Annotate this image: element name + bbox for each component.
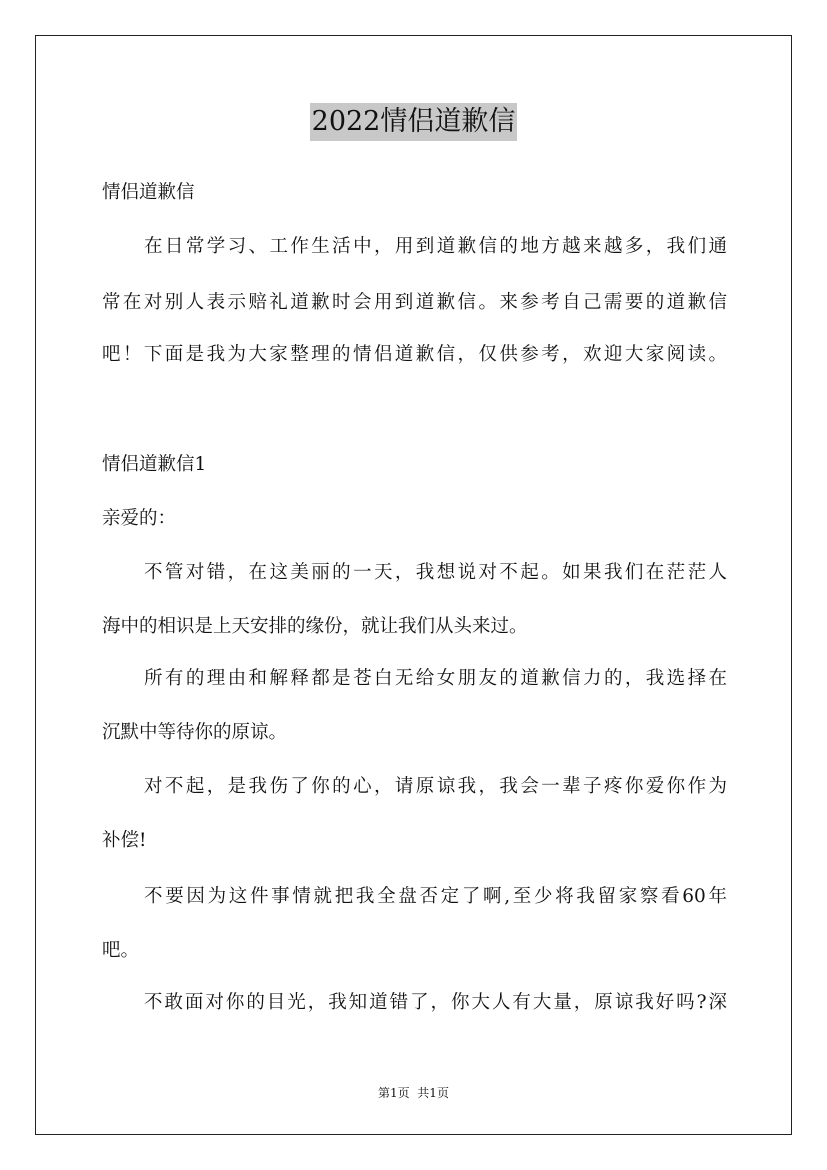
subtitle: 情侣道歉信	[102, 182, 195, 203]
title-container	[0, 103, 827, 141]
intro-line-2: 常在对别人表示赔礼道歉时会用到道歉信。来参考自己需要的道歉信	[102, 292, 727, 313]
body-line-8: 吧。	[102, 940, 140, 961]
body-line-5: 对不起，是我伤了你的心，请原谅我，我会一辈子疼你爱你作为	[144, 776, 727, 797]
intro-line-3: 吧！下面是我为大家整理的情侣道歉信，仅供参考，欢迎大家阅读。	[102, 344, 727, 365]
body-line-7: 不要因为这件事情就把我全盘否定了啊,至少将我留家察看60年	[144, 886, 727, 907]
body-line-4: 沉默中等待你的原谅。	[102, 722, 288, 743]
section-heading: 情侣道歉信1	[102, 454, 207, 475]
body-line-9: 不敢面对你的目光，我知道错了，你大人有大量，原谅我好吗?深	[144, 992, 727, 1013]
intro-line-1: 在日常学习、工作生活中，用到道歉信的地方越来越多，我们通	[144, 236, 727, 257]
document-title: 2022情侣道歉信	[310, 103, 518, 141]
body-line-3: 所有的理由和解释都是苍白无给女朋友的道歉信力的，我选择在	[144, 668, 727, 689]
body-line-6: 补偿!	[102, 830, 147, 851]
body-line-2: 海中的相识是上天安排的缘份，就让我们从头来过。	[102, 616, 528, 637]
body-line-1: 不管对错，在这美丽的一天，我想说对不起。如果我们在茫茫人	[144, 562, 727, 583]
salutation: 亲爱的：	[102, 508, 177, 529]
page-footer: 第1页 共1页	[378, 1086, 449, 1100]
